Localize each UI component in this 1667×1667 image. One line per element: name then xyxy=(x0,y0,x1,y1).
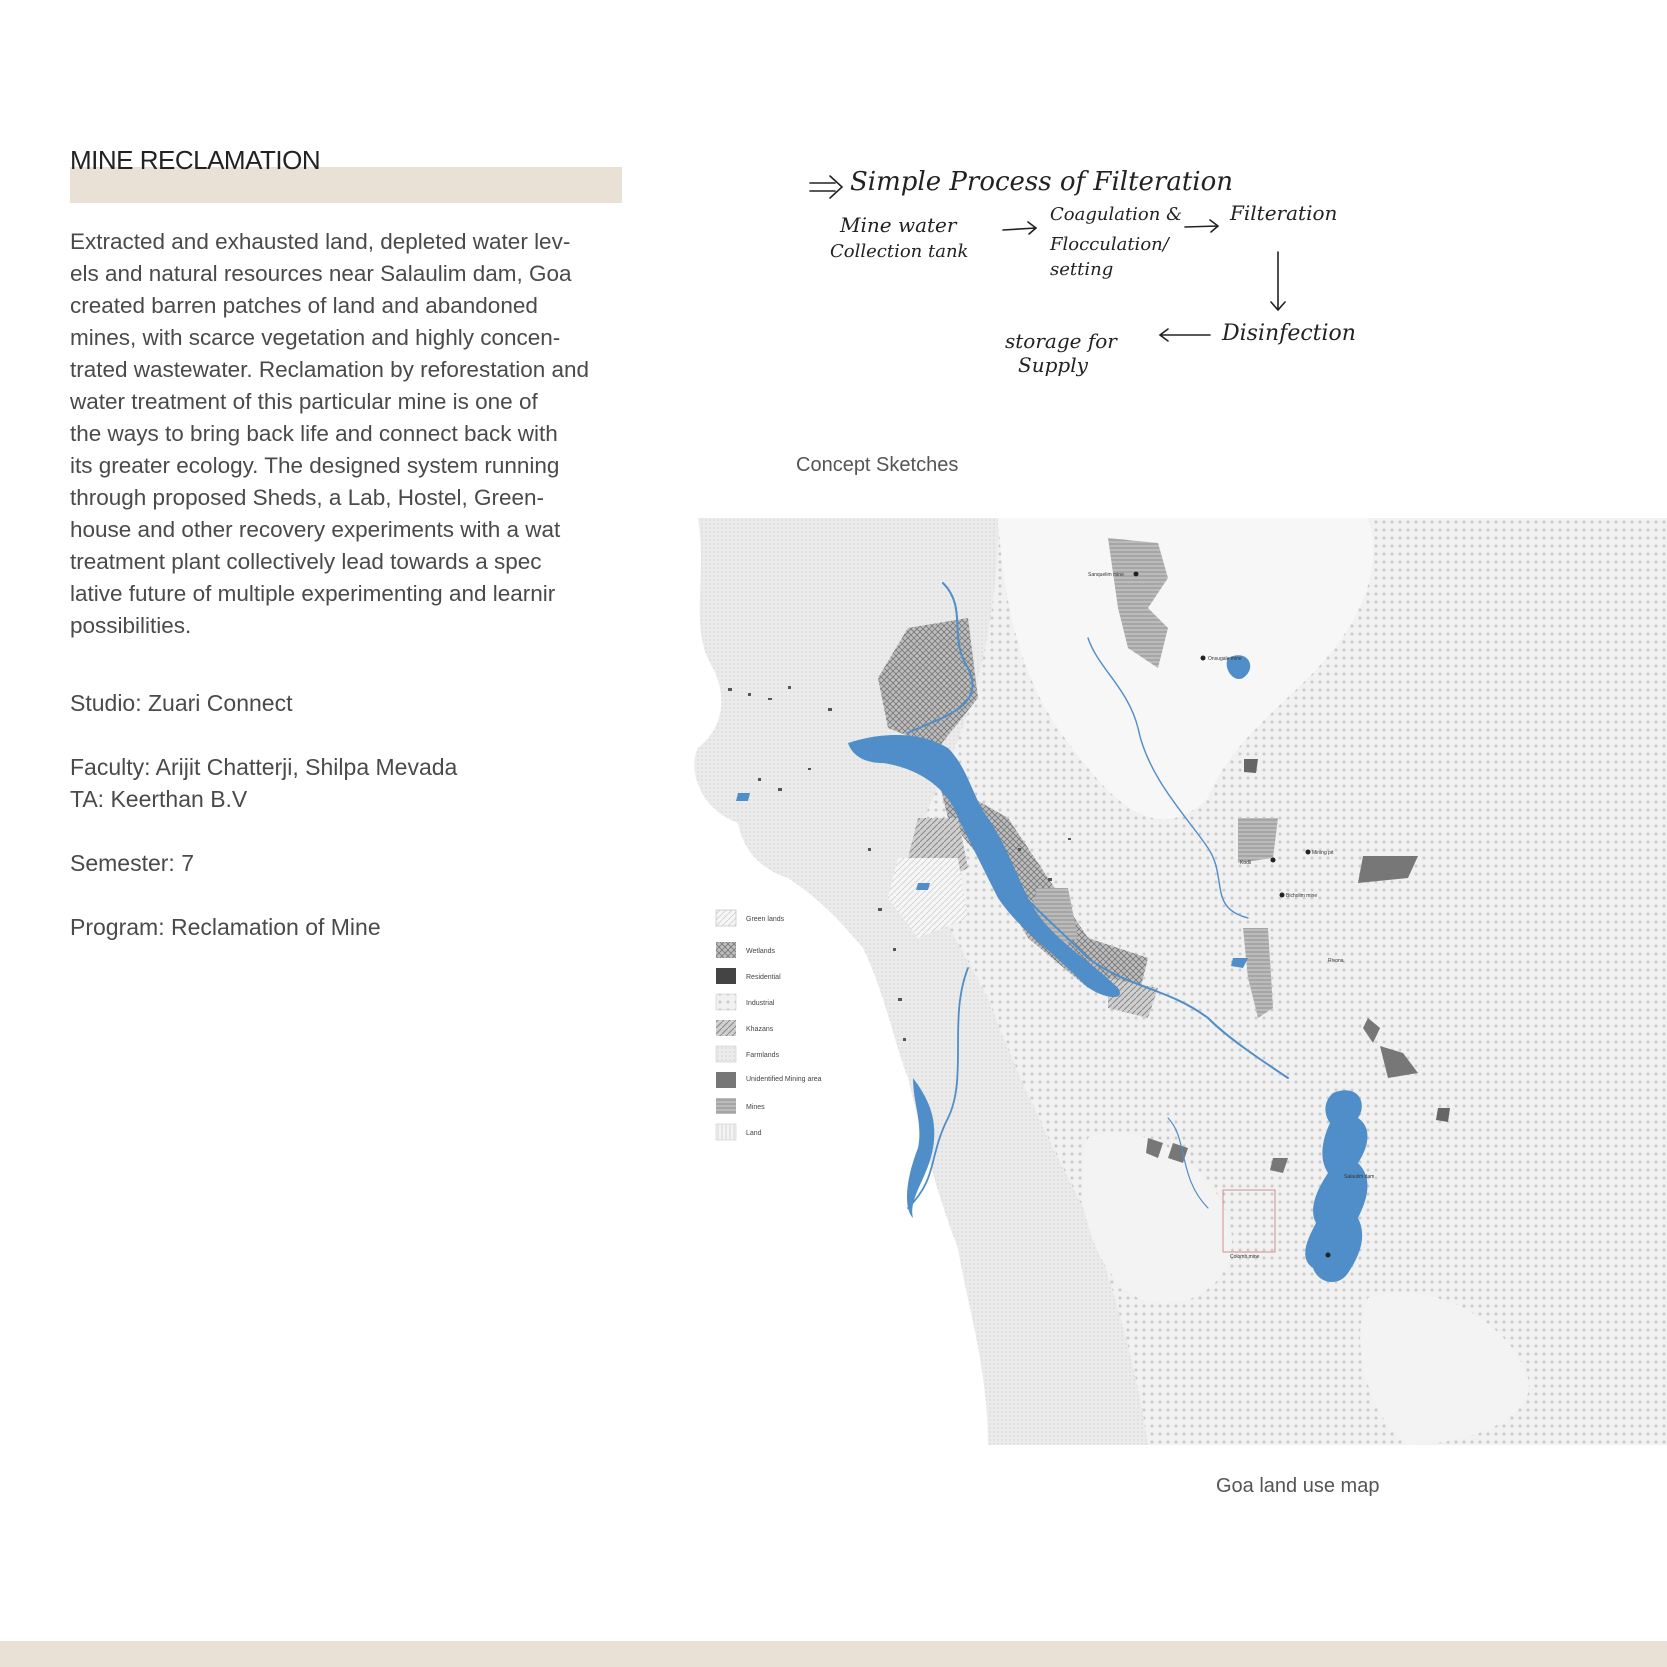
sketch-caption: Concept Sketches xyxy=(796,454,959,476)
ta-info: TA: Keerthan B.V xyxy=(70,786,248,812)
place-label: Mining pit xyxy=(1312,850,1334,856)
mine-marker-icon xyxy=(1271,858,1276,863)
mine-marker-icon xyxy=(1134,572,1139,577)
legend-swatch xyxy=(716,1098,736,1114)
legend-swatch xyxy=(716,1020,736,1036)
heading-arrow-icon xyxy=(810,176,842,198)
description-line: Extracted and exhausted land, depleted water lev- xyxy=(70,229,571,254)
description-paragraph xyxy=(70,226,622,642)
place-label: Colomb mine xyxy=(1230,1254,1260,1260)
legend-swatch xyxy=(716,968,736,984)
bottom-accent-bar xyxy=(0,1641,1667,1667)
place-label: Kodli xyxy=(1240,860,1252,866)
arrow-right-icon xyxy=(1003,222,1036,234)
page-title: MINE RECLAMATION xyxy=(70,145,321,175)
description-line: the ways to bring back life and connect back with xyxy=(70,421,558,446)
legend-label: Wetlands xyxy=(746,948,776,955)
description-line: trated wastewater. Reclamation by reforestation and xyxy=(70,357,590,382)
place-label: Bicholim mine xyxy=(1286,893,1318,899)
unidentified-mining-area xyxy=(1244,759,1258,773)
legend-swatch xyxy=(716,942,736,958)
mine-marker-icon xyxy=(1280,893,1285,898)
description-line: mines, with scarce vegetation and highly concen- xyxy=(70,325,561,350)
description-line: water treatment of this particular mine is one of xyxy=(70,389,538,414)
mine-marker-icon xyxy=(1201,656,1206,661)
place-label: Salaulim dam xyxy=(1344,1174,1375,1180)
program-info: Program: Reclamation of Mine xyxy=(70,914,381,940)
legend-label: Unidentified Mining area xyxy=(746,1076,822,1083)
legend-swatch xyxy=(716,994,736,1010)
lake xyxy=(736,793,750,801)
mine-marker-icon xyxy=(1326,1253,1331,1258)
sketch-heading: Simple Process of Filteration xyxy=(850,167,1234,197)
sketch-step-filtration: Filteration xyxy=(1230,201,1338,225)
place-label: Rivona xyxy=(1328,958,1344,964)
map-caption: Goa land use map xyxy=(1216,1475,1380,1497)
description-line: house and other recovery experiments with a wat xyxy=(70,517,561,542)
legend-label: Mines xyxy=(746,1104,765,1111)
legend-label: Industrial xyxy=(746,1000,775,1007)
sketch-step-flocculation: Flocculation/ xyxy=(1050,234,1169,255)
description-line: treatment plant collectively lead towards a spec xyxy=(70,549,542,574)
legend-label: Residential xyxy=(746,974,781,981)
sketch-step-collection-2: Collection tank xyxy=(830,241,969,262)
arrow-left-icon xyxy=(1160,329,1210,341)
description-line: created barren patches of land and abandoned xyxy=(70,293,538,318)
legend-label: Farmlands xyxy=(746,1052,780,1059)
description-line: els and natural resources near Salaulim dam, Goa xyxy=(70,261,572,286)
mine-marker-icon xyxy=(1306,850,1311,855)
legend-swatch xyxy=(716,910,736,926)
legend-label: Khazans xyxy=(746,1026,774,1033)
description-line: through proposed Sheds, a Lab, Hostel, Green- xyxy=(70,485,545,510)
description-line: its greater ecology. The designed system running xyxy=(70,453,560,478)
legend-swatch xyxy=(716,1046,736,1062)
sketch-step-disinfection: Disinfection xyxy=(1222,321,1356,346)
arrow-down-icon xyxy=(1271,252,1285,310)
sketch-step-supply: Supply xyxy=(1018,353,1088,377)
place-label: Onsugale mine xyxy=(1208,656,1242,662)
lake xyxy=(916,883,930,890)
goa-land-use-map xyxy=(668,518,1667,1445)
description-line: possibilities. xyxy=(70,613,192,638)
sketch-step-collection: Mine water xyxy=(840,213,957,237)
legend-swatch xyxy=(716,1124,736,1140)
place-label: Sanquelim mine xyxy=(1088,572,1124,578)
mine-area xyxy=(1238,818,1278,863)
sketch-step-setting: setting xyxy=(1050,259,1114,280)
faculty-info: Faculty: Arijit Chatterji, Shilpa Mevada xyxy=(70,754,458,780)
unidentified-mining-area xyxy=(1436,1108,1450,1122)
arrow-right-icon xyxy=(1185,220,1218,232)
sketch-step-storage: storage for xyxy=(1005,329,1117,353)
legend-label: Green lands xyxy=(746,916,785,923)
sketch-step-coagulation: Coagulation & xyxy=(1050,204,1183,225)
legend-label: Land xyxy=(746,1130,762,1137)
description-line: lative future of multiple experimenting and learnir xyxy=(70,581,556,606)
legend-swatch xyxy=(716,1072,736,1088)
filtration-process-sketch xyxy=(800,150,1420,390)
studio-info: Studio: Zuari Connect xyxy=(70,690,293,716)
semester-info: Semester: 7 xyxy=(70,850,194,876)
